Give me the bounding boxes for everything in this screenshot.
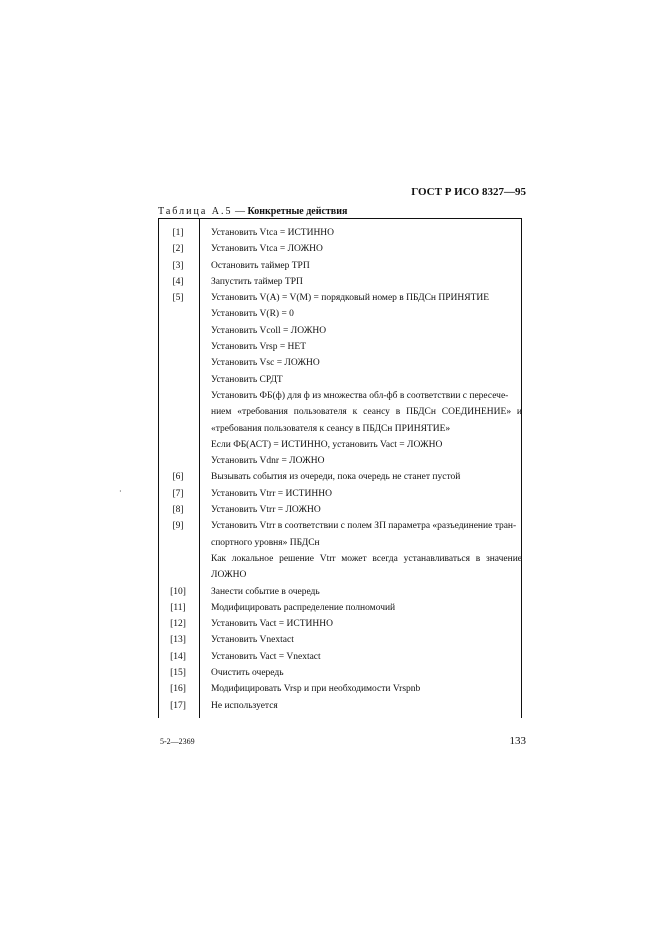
table-row xyxy=(158,290,522,306)
row-number: [12] xyxy=(170,619,186,630)
row-number: [2] xyxy=(172,244,184,255)
table-row xyxy=(158,600,522,616)
row-action-text: Установить Vtrr в соответствии с полем ЗП параметра «разъединение тран- xyxy=(211,521,517,532)
table-row xyxy=(158,551,522,567)
row-action-text: Занести событие в очередь xyxy=(211,586,320,597)
row-number xyxy=(158,421,198,437)
row-action-text: Установить Vtrr = ЛОЖНО xyxy=(211,505,321,516)
row-number: [14] xyxy=(170,651,186,662)
row-number xyxy=(158,339,198,355)
row-number xyxy=(158,551,198,567)
table-row xyxy=(158,306,522,322)
row-action-text: «требования пользователя к сеансу в ПБДСн ПРИНЯТИЕ» xyxy=(211,423,451,434)
table-row xyxy=(158,632,522,648)
row-action-text: спортного уровня» ПБДСн xyxy=(211,537,320,548)
row-number xyxy=(158,437,198,453)
row-number: [10] xyxy=(170,586,186,597)
scan-speck: · xyxy=(119,487,122,496)
row-action-text: Установить Vnextact xyxy=(211,635,294,646)
row-action-text: Модифицировать Vrsp и при необходимости Vrspnb xyxy=(211,684,421,695)
row-action-text: Как локальное решение Vtrr может всегда устанавливаться в значение xyxy=(211,553,522,564)
table-row xyxy=(158,649,522,665)
row-number xyxy=(158,372,198,388)
row-number: [3] xyxy=(172,260,184,271)
table-row xyxy=(158,355,522,371)
row-action-text: Установить Vtca = ИСТИННО xyxy=(211,228,335,238)
table-row xyxy=(158,437,522,453)
row-action-text: Установить Vtrr = ИСТИННО xyxy=(211,488,332,499)
table-row xyxy=(158,584,522,600)
row-action-text: Запустить таймер ТРП xyxy=(211,276,303,287)
row-number: [15] xyxy=(170,668,186,679)
row-number: [17] xyxy=(170,700,186,711)
table-row xyxy=(158,274,522,290)
row-action-text: Установить Vact = Vnextact xyxy=(211,651,321,662)
table-row xyxy=(158,698,522,714)
table-row xyxy=(158,372,522,388)
table-caption xyxy=(158,206,347,217)
row-number xyxy=(158,306,198,322)
page-number: 133 xyxy=(509,735,526,747)
table-row xyxy=(158,469,522,485)
table-row xyxy=(158,323,522,339)
row-action-text: Установить Vact = ИСТИННО xyxy=(211,619,333,630)
row-action-text: Установить Vcoll = ЛОЖНО xyxy=(211,325,327,336)
table-row xyxy=(158,486,522,502)
row-number: [7] xyxy=(172,488,184,499)
row-action-text: Вызывать события из очереди, пока очередь не станет пустой xyxy=(211,472,461,483)
row-action-text: Установить ФБ(ф) для ф из множества обл-фб в соответствии с пересече- xyxy=(211,390,509,401)
row-number: [16] xyxy=(170,684,186,695)
row-action-text: Установить Vrsp = НЕТ xyxy=(211,342,307,353)
row-number: [8] xyxy=(172,505,184,516)
table-row xyxy=(158,502,522,518)
table-row xyxy=(158,681,522,697)
table-row xyxy=(158,258,522,274)
row-number: [6] xyxy=(172,472,184,483)
row-action-text: ЛОЖНО xyxy=(211,570,247,581)
table-row xyxy=(158,535,522,551)
table-row xyxy=(158,518,522,534)
table-row xyxy=(158,421,522,437)
row-number xyxy=(158,567,198,583)
table-caption-dash: — xyxy=(232,206,248,217)
document-header-title: ГОСТ Р ИСО 8327—95 xyxy=(411,186,526,198)
row-number xyxy=(158,535,198,551)
row-action-text: Остановить таймер ТРП xyxy=(211,260,310,271)
footer-print-code: 5-2—2369 xyxy=(160,737,195,746)
row-action-text: Очистить очередь xyxy=(211,668,284,679)
row-action-text: Установить Vsc = ЛОЖНО xyxy=(211,358,320,369)
table-caption-title: Конкретные действия xyxy=(247,206,348,217)
row-number: [9] xyxy=(172,521,184,532)
table-row xyxy=(158,616,522,632)
row-action-text: Модифицировать распределение полномочий xyxy=(211,602,396,613)
row-action-text: Установить Vdnr = ЛОЖНО xyxy=(211,456,325,467)
table-row xyxy=(158,404,522,420)
row-action-text: Не используется xyxy=(211,700,278,711)
actions-table-body xyxy=(158,225,522,714)
row-action-text: Если ФБ(АСТ) = ИСТИННО, установить Vact = ЛОЖНО xyxy=(211,439,443,450)
row-action-text: нием «требования пользователя к сеансу в ПБДСн СОЕДИНЕНИЕ» и xyxy=(211,407,522,418)
row-action-text: Установить СРДТ xyxy=(211,374,283,385)
table-row xyxy=(158,453,522,469)
table-row xyxy=(158,388,522,404)
table-row xyxy=(158,665,522,681)
row-number xyxy=(158,355,198,371)
table-row xyxy=(158,225,522,241)
row-number xyxy=(158,388,198,404)
table-row xyxy=(158,241,522,257)
row-number: [4] xyxy=(172,276,184,287)
row-number xyxy=(158,323,198,339)
row-number: [1] xyxy=(172,228,184,238)
row-number: [5] xyxy=(172,293,184,304)
table-row xyxy=(158,567,522,583)
row-number: [13] xyxy=(170,635,186,646)
table-caption-label: Таблица А.5 xyxy=(158,206,233,217)
row-action-text: Установить V(R) = 0 xyxy=(211,309,294,320)
row-action-text: Установить V(A) = V(M) = порядковый номер в ПБДСн ПРИНЯТИЕ xyxy=(211,293,490,304)
table-row xyxy=(158,339,522,355)
row-number xyxy=(158,404,198,420)
row-action-text: Установить Vtca = ЛОЖНО xyxy=(211,244,323,255)
row-number: [11] xyxy=(170,602,186,613)
row-number xyxy=(158,453,198,469)
